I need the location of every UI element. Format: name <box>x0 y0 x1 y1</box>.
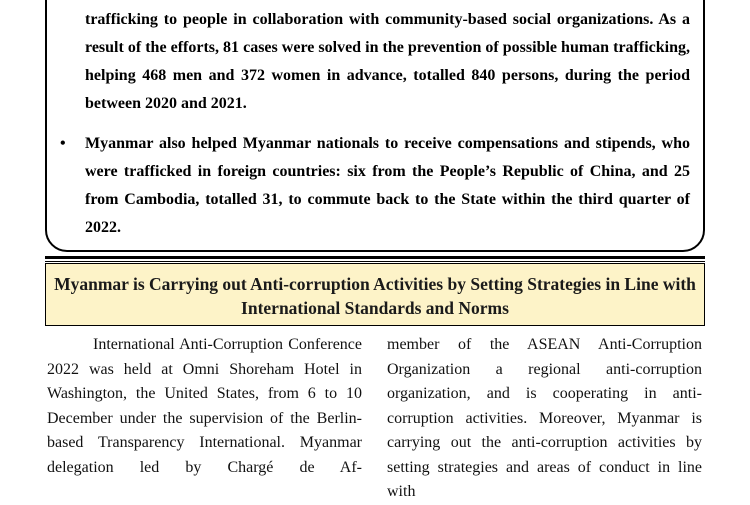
article-column-left: International Anti-Corruption Conference 2022 was held at Omni Shoreham Hotel in Washington, the United States, from 6 to 10 December under the supervision of the Berlin-based Transparency International. Myanmar delegation led by Chargé de Af- <box>47 336 362 476</box>
divider-thin <box>45 261 705 262</box>
divider-thick <box>45 256 705 259</box>
bullet-item-1 <box>85 0 690 118</box>
bullet-dot <box>60 0 66 6</box>
article-column-right: member of the ASEAN Anti-Corruption Organization a regional anti-corruption organization, and is cooperating in anti-corruption activities. Moreover, Myanmar is carrying out the anti-corruption activities by setting strategies and areas of conduct in line with <box>387 336 702 500</box>
bullet-dot: • <box>60 135 66 152</box>
bullet-item-2 <box>60 130 690 242</box>
bullet-text: trafficking to people in collaboration with community-based social organizations. As a result of the efforts, 81 cases were solved in the prevention of possible human trafficking, helping 468 men and 372 women in advance, totalled 840 persons, during the period between 2020 and 2021. <box>85 11 690 112</box>
bullet-text: Myanmar also helped Myanmar nationals to receive compensations and stipends, who were trafficked in foreign countries: six from the People’s Republic of China, and 25 from Cambodia, totalled 31, to commute back to the State within the third quarter of 2022. <box>85 135 690 236</box>
article-title: Myanmar is Carrying out Anti-corruption Activities by Setting Strategies in Line with International Standards and Norms <box>45 263 705 326</box>
